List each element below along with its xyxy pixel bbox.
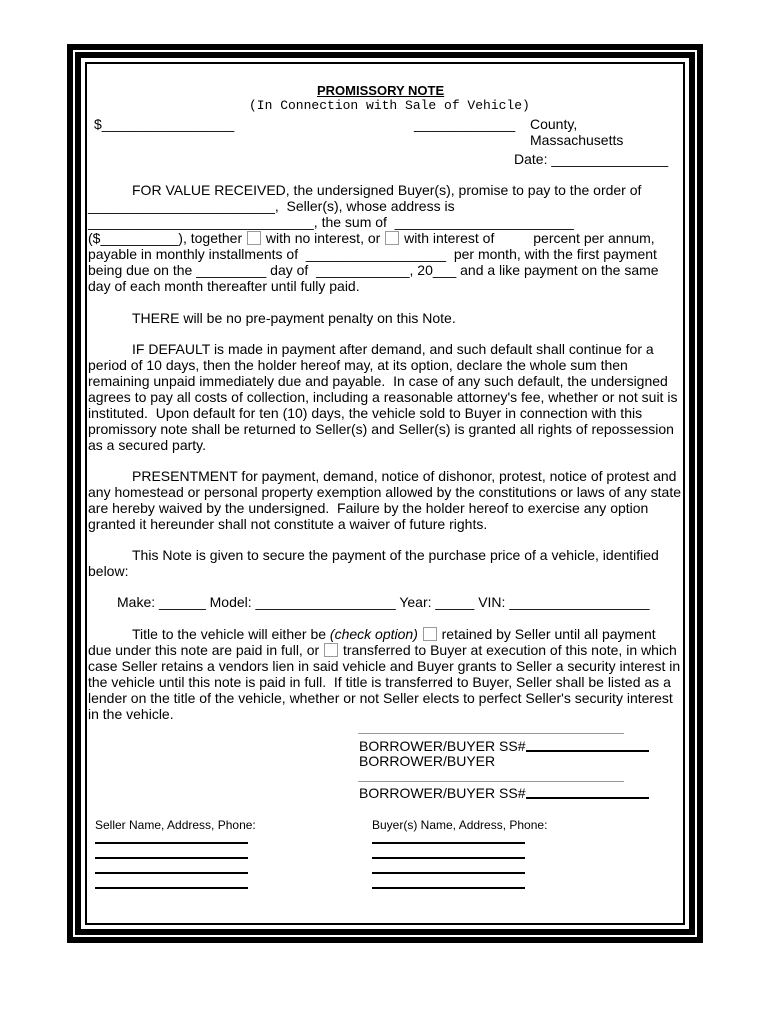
p1-line-4 — [88, 230, 655, 246]
default-line-1: IF DEFAULT is made in payment after demand, and such default shall continue for a — [132, 341, 654, 357]
buyer-signature-line-1[interactable] — [358, 733, 624, 734]
no-interest-checkbox[interactable] — [247, 231, 261, 245]
document-title: PROMISSORY NOTE — [317, 83, 445, 98]
presentment-line-2: any homestead or personal property exemption allowed by the constitutions or laws of any state — [88, 484, 681, 500]
buyer-signature-line-2[interactable] — [358, 781, 624, 782]
seller-info-label: Seller Name, Address, Phone: — [95, 818, 256, 832]
no-interest-label: with no interest, or — [265, 230, 381, 246]
default-line-7: as a secured party. — [88, 437, 207, 453]
county-field[interactable]: _____________ — [414, 116, 516, 132]
buyer-info-line-2[interactable] — [372, 857, 525, 859]
transferred-label: transferred to Buyer at execution of this note, in which — [342, 642, 677, 658]
check-option-hint: (check option) — [329, 626, 418, 642]
presentment-line-4: granted it hereunder shall not constitute a waiver of future rights. — [88, 516, 488, 532]
buyer-ss-field-1[interactable] — [526, 750, 649, 752]
document-subtitle: (In Connection with Sale of Vehicle) — [249, 98, 530, 113]
title-line-4: the vehicle until this note is paid in full. If title is transferred to Buyer, Seller shall be listed as a — [88, 674, 671, 690]
p1-line-7: day of each month thereafter until fully paid. — [88, 278, 360, 294]
county-label: County, — [530, 116, 578, 132]
buyer-info-line-3[interactable] — [372, 872, 525, 874]
buyer-ss-label-1: BORROWER/BUYER SS# — [359, 738, 526, 754]
seller-address-field[interactable]: _____________________________, the sum of _______________________ — [88, 214, 574, 230]
seller-info-line-4[interactable] — [95, 887, 248, 889]
prepayment-clause: THERE will be no pre-payment penalty on this Note. — [132, 310, 456, 326]
seller-name-field[interactable]: ________________________, Seller(s), whose address is — [88, 198, 455, 214]
vehicle-fields[interactable]: Make: ______ Model: __________________ Year: _____ VIN: __________________ — [117, 594, 650, 610]
title-line-3: case Seller retains a vendors lien in said vehicle and Buyer grants to Seller a security interest in — [88, 658, 681, 674]
title-line-5: lender on the title of the vehicle, whether or not Seller elects to perfect Seller's security interest — [88, 690, 673, 706]
buyer-ss-label-2: BORROWER/BUYER SS# — [359, 785, 526, 801]
retained-label: retained by Seller until all payment — [441, 626, 656, 642]
default-line-3: remaining unpaid immediately due and payable. In case of any such default, the undersigned — [88, 373, 668, 389]
default-line-6: promissory note shall be returned to Seller(s) and Seller(s) is granted all rights of repossession — [88, 421, 674, 437]
seller-info-line-2[interactable] — [95, 857, 248, 859]
transferred-to-buyer-checkbox[interactable] — [324, 643, 338, 657]
buyer-ss-field-2[interactable] — [526, 797, 649, 799]
title-text-a: Title to the vehicle will either be — [132, 626, 330, 642]
title-text-b: due under this note are paid in full, or — [88, 642, 320, 658]
p1-line-1: FOR VALUE RECEIVED, the undersigned Buyer(s), promise to pay to the order of — [132, 182, 642, 198]
buyer-info-line-4[interactable] — [372, 887, 525, 889]
state-label: Massachusetts — [530, 132, 624, 148]
date-field[interactable]: Date: _______________ — [514, 151, 669, 167]
secure-line-1: This Note is given to secure the payment of the purchase price of a vehicle, identified — [132, 547, 659, 563]
with-interest-checkbox[interactable] — [385, 231, 399, 245]
sum-field[interactable]: ($__________), together — [88, 230, 243, 246]
percent-label: percent per annum, — [533, 230, 655, 246]
presentment-line-3: are hereby waived by the undersigned. Failure by the holder hereof to exercise any option — [88, 500, 649, 516]
presentment-line-1: PRESENTMENT for payment, demand, notice of dishonor, protest, notice of protest and — [132, 468, 677, 484]
buyer-label: BORROWER/BUYER — [359, 753, 496, 769]
buyer-info-line-1[interactable] — [372, 842, 525, 844]
secure-line-2: below: — [88, 563, 129, 579]
seller-info-line-1[interactable] — [95, 842, 248, 844]
title-line-2 — [88, 642, 677, 658]
p1-line-5: payable in monthly installments of __________________ per month, with the first payment — [88, 246, 657, 262]
title-line-6: in the vehicle. — [88, 706, 174, 722]
seller-info-line-3[interactable] — [95, 872, 248, 874]
default-line-4: agrees to pay all costs of collection, including a reasonable attorney's fee, whether or not suit is — [88, 389, 678, 405]
default-line-5: instituted. Upon default for ten (10) days, the vehicle sold to Buyer in connection with this — [88, 405, 643, 421]
p1-line-6: being due on the _________ day of ____________, 20___ and a like payment on the same — [88, 262, 659, 278]
default-line-2: period of 10 days, then the holder hereof may, at its option, declare the whole sum then — [88, 357, 628, 373]
amount-field[interactable]: $_________________ — [94, 116, 235, 132]
title-line-1 — [132, 626, 656, 642]
with-interest-label: with interest of — [404, 230, 495, 246]
retained-by-seller-checkbox[interactable] — [423, 627, 437, 641]
buyer-info-label: Buyer(s) Name, Address, Phone: — [372, 818, 548, 832]
